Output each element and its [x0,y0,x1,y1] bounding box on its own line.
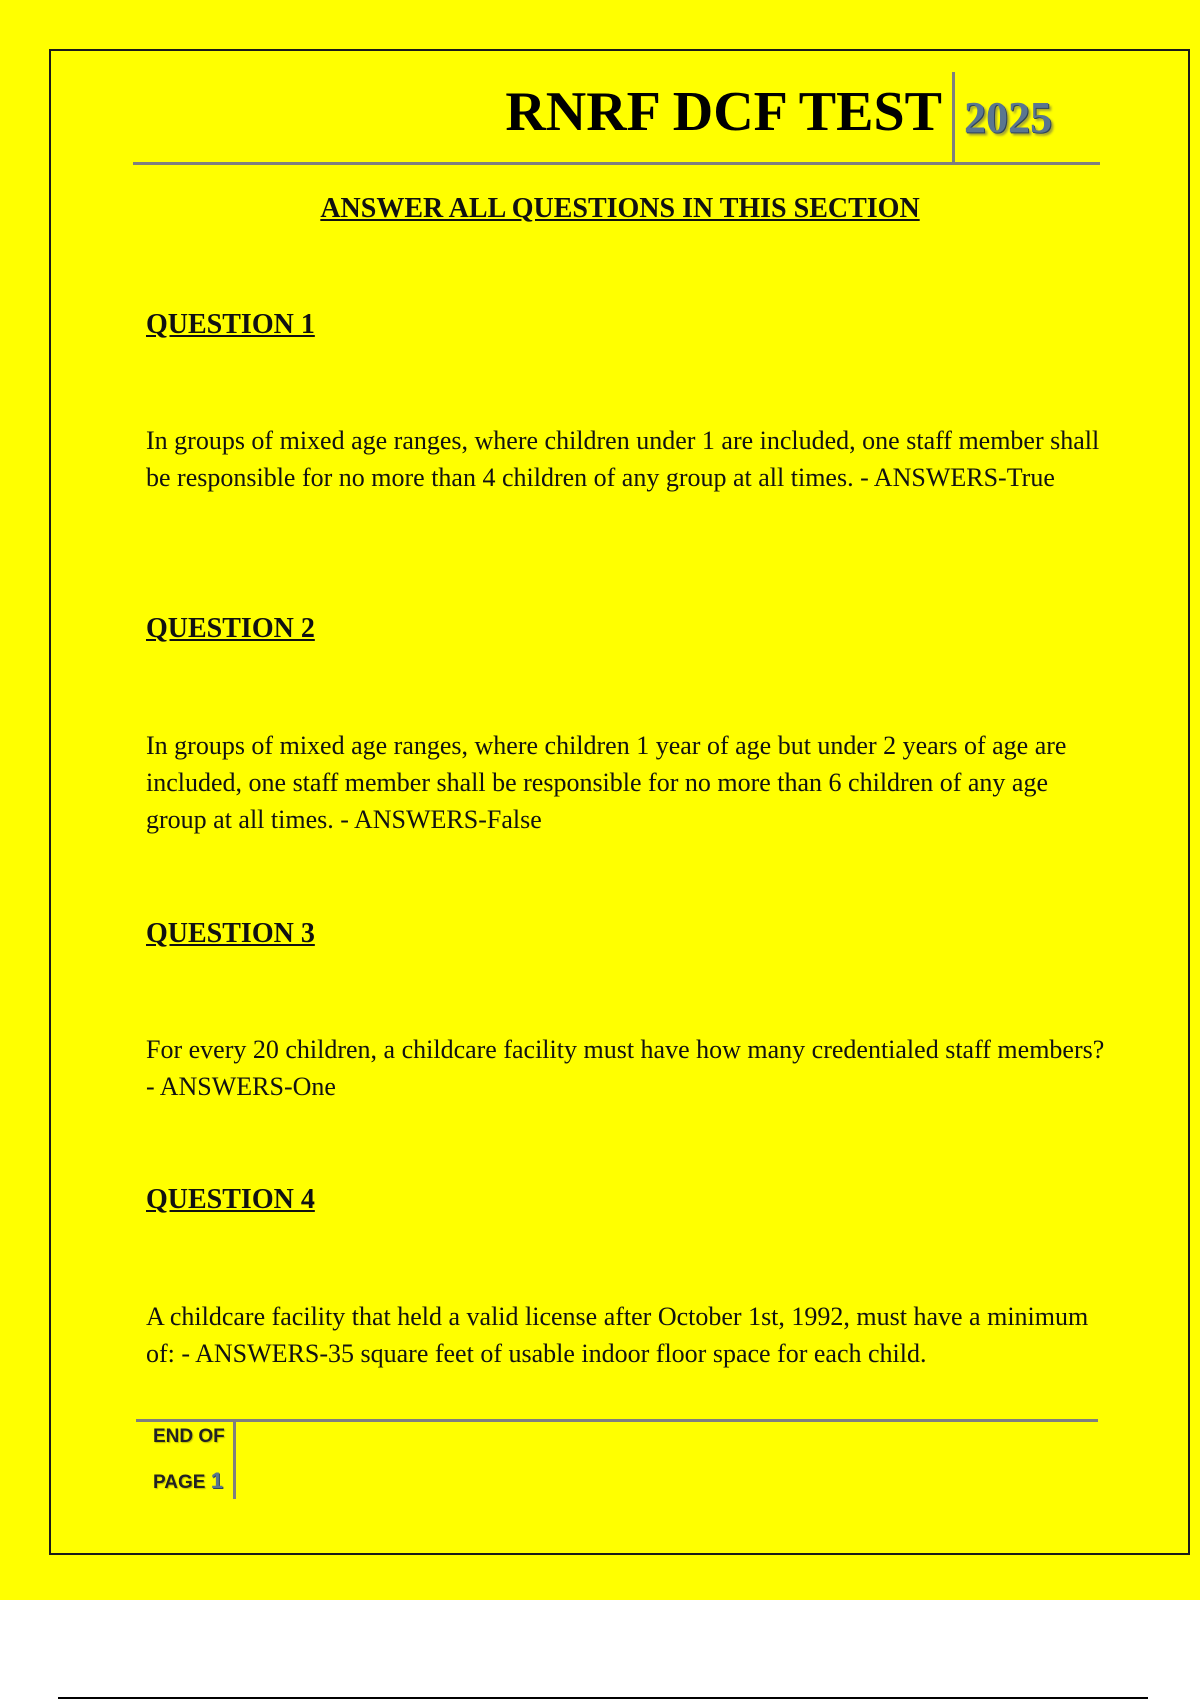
header-divider [952,72,955,164]
question-4-label: QUESTION 4 [146,1184,315,1215]
page-bottom-rule [58,1697,1148,1699]
document-year: 2025 [964,93,1052,142]
question-3-text: For every 20 children, a childcare facility must have how many credentialed staff members? - ANSWERS-One [146,1035,1105,1101]
question-4-text: A childcare facility that held a valid license after October 1st, 1992, must have a minimum of: - ANSWERS-35 square feet of usable indoor floor space for each child. [146,1302,1089,1368]
footer-page-number: 1 [210,1468,223,1493]
document-title: RNRF DCF TEST [505,81,942,143]
question-2-text: In groups of mixed age ranges, where children 1 year of age but under 2 years of age are included, one staff member shall be responsible for no more than 6 children of any age group at all times. - ANSWERS-False [146,731,1067,834]
footer-end-of: END OF [153,1426,225,1447]
footer-divider [233,1421,236,1499]
footer-rule [136,1419,1098,1422]
section-heading: ANSWER ALL QUESTIONS IN THIS SECTION [320,193,920,224]
question-1-text: In groups of mixed age ranges, where children under 1 are included, one staff member shall be responsible for no more than 4 children of any group at all times. - ANSWERS-True [146,426,1100,492]
header-rule [133,162,1100,165]
footer-page-label [153,1468,223,1494]
question-3-label: QUESTION 3 [146,918,315,949]
question-2-label: QUESTION 2 [146,613,315,644]
footer-page-prefix: PAGE [153,1472,206,1493]
question-1-label: QUESTION 1 [146,309,315,340]
page-header [133,72,1100,164]
